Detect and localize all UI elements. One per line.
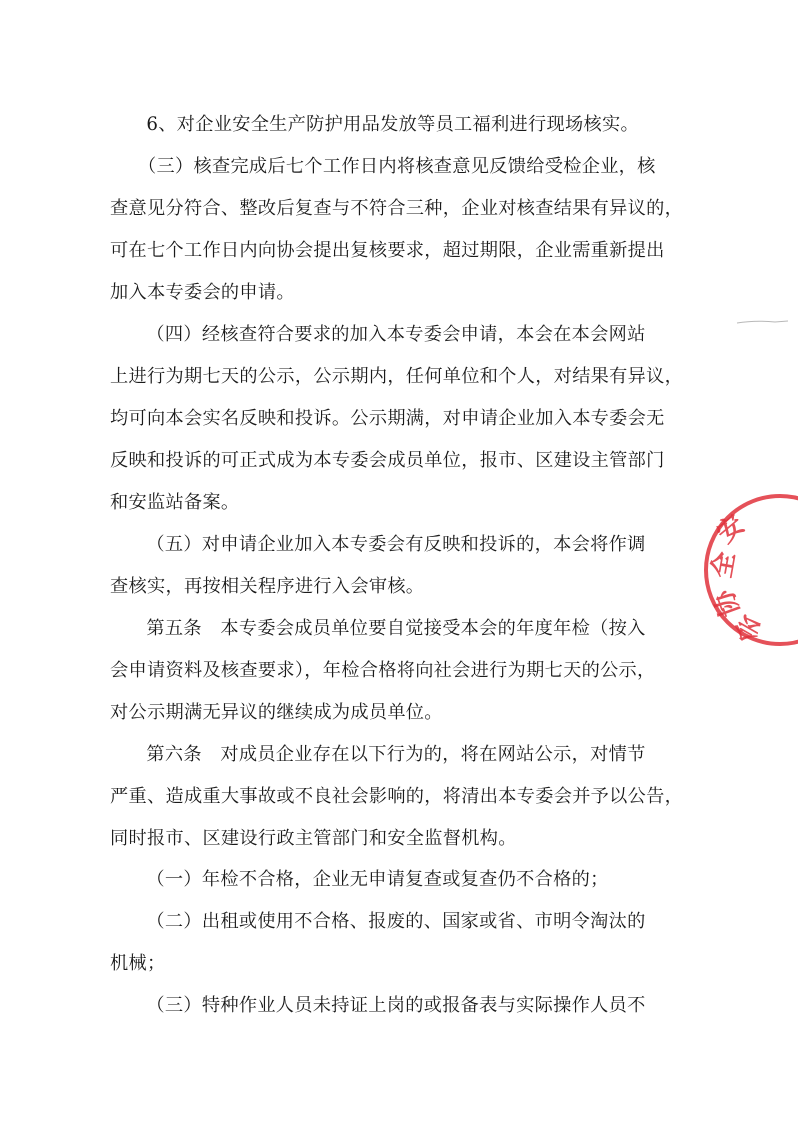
text-line: 第六条 对成员企业存在以下行为的，将在网站公示，对情节 <box>146 744 646 765</box>
svg-text:安: 安 <box>711 509 751 550</box>
paragraph-item-6 <box>110 104 666 146</box>
text-line: 可在七个工作日内向协会提出复核要求，超过期限，企业需重新提出 <box>110 240 665 261</box>
text-line: （三）特种作业人员未持证上岗的或报备表与实际操作人员不 <box>146 995 646 1016</box>
paragraph-article-6 <box>110 734 684 860</box>
text-line: 第五条 本专委会成员单位要自觉接受本会的年度年检（按入 <box>146 618 646 639</box>
text-line: 同时报市、区建设行政主管部门和安全监督机构。 <box>110 828 517 849</box>
text-line: 反映和投诉的可正式成为本专委会成员单位，报市、区建设主管部门 <box>110 450 665 471</box>
text-line: 机械； <box>110 953 166 974</box>
svg-text:协: 协 <box>709 585 747 621</box>
svg-text:会: 会 <box>729 608 767 648</box>
text-line: 加入本专委会的申请。 <box>110 282 295 303</box>
text-line: 均可向本会实名反映和投诉。公示期满，对申请企业加入本专委会无 <box>110 408 665 429</box>
text-line: 和安监站备案。 <box>110 492 240 513</box>
scan-mark <box>735 318 790 326</box>
text-line: （一）年检不合格，企业无申请复查或复查仍不合格的； <box>146 869 609 890</box>
text-line: 查核实，再按相关程序进行入会审核。 <box>110 576 425 597</box>
paragraph-item-2 <box>110 901 666 985</box>
text-line: （五）对申请企业加入本专委会有反映和投诉的，本会将作调 <box>146 534 646 555</box>
text-line: 会申请资料及核查要求），年检合格将向社会进行为期七天的公示， <box>110 660 656 681</box>
text-line: （三）核查完成后七个工作日内将核查意见反馈给受检企业，核 <box>138 156 656 177</box>
text-line: （二）出租或使用不合格、报废的、国家或省、市明令淘汰的 <box>146 911 646 932</box>
text-line: 6、对企业安全生产防护用品发放等员工福利进行现场核实。 <box>146 114 639 135</box>
paragraph-item-3 <box>110 985 666 1027</box>
text-line: 上进行为期七天的公示，公示期内，任何单位和个人，对结果有异议， <box>110 366 684 387</box>
text-line: 查意见分符合、整改后复查与不符合三种，企业对核查结果有异议的， <box>110 198 684 219</box>
paragraph-clause-3 <box>110 146 684 314</box>
paragraph-clause-4 <box>110 314 684 524</box>
svg-text:全: 全 <box>707 549 742 581</box>
text-line: 对公示期满无异议的继续成为成员单位。 <box>110 702 443 723</box>
paragraph-clause-5 <box>110 524 666 608</box>
official-seal-stamp <box>700 490 798 650</box>
text-line: 严重、造成重大事故或不良社会影响的，将清出本专委会并予以公告， <box>110 786 684 807</box>
text-line: （四）经核查符合要求的加入本专委会申请，本会在本会网站 <box>146 324 646 345</box>
paragraph-article-5 <box>110 608 666 734</box>
paragraph-item-1 <box>110 859 666 901</box>
